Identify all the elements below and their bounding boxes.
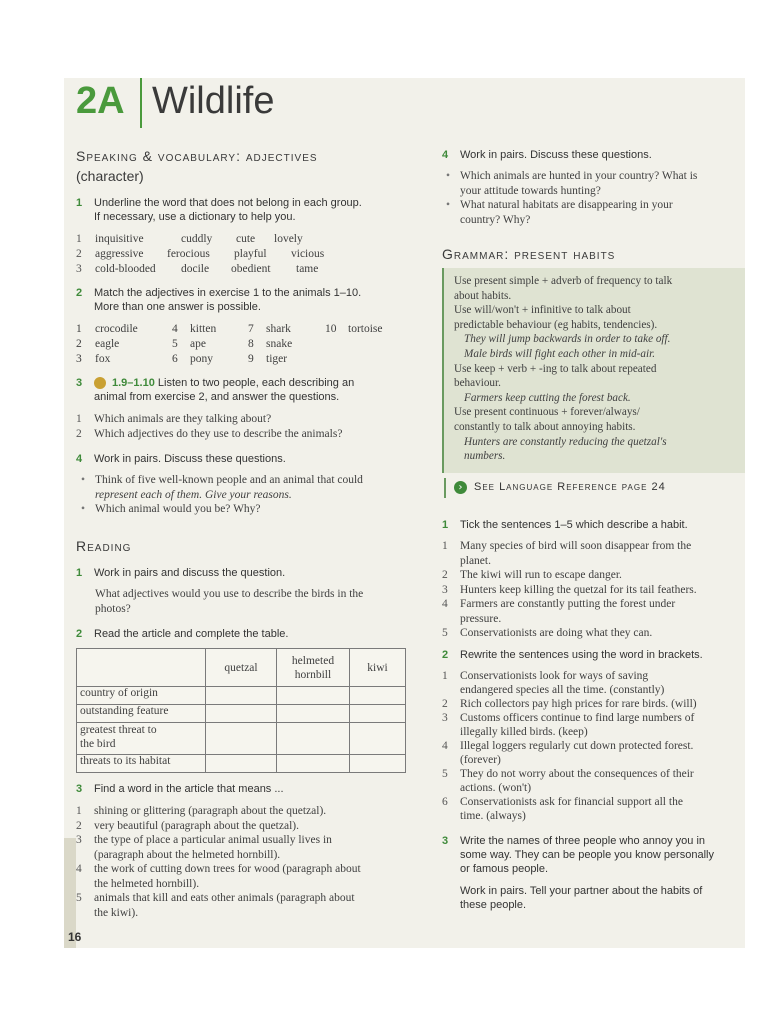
answer-cell[interactable] xyxy=(277,755,350,773)
word: lovely xyxy=(274,233,303,245)
reading-question xyxy=(95,587,363,616)
animal: fox xyxy=(95,353,111,365)
item-text: (paragraph about the helmeted hornbill). xyxy=(94,848,281,861)
item-number: 1 xyxy=(442,670,448,682)
list-item xyxy=(460,198,697,227)
unit-number: 2A xyxy=(76,80,125,122)
item-number: 4 xyxy=(442,598,448,610)
item-number: 6 xyxy=(442,796,448,808)
answer-cell[interactable] xyxy=(277,723,350,755)
list-item xyxy=(76,804,361,819)
rule-text: behaviour. xyxy=(454,377,501,390)
word: aggressive xyxy=(95,248,144,260)
instruction: Work in pairs and discuss the question. xyxy=(94,567,286,579)
table-header-row xyxy=(77,649,406,687)
grammar-ex3-pairwork xyxy=(460,884,702,912)
bullet-text: What natural habitats are disappearing in your xyxy=(460,199,673,211)
bullet-text: Think of five well-known people and an animal that could xyxy=(95,474,363,486)
speaking-ex3 xyxy=(76,376,355,403)
rule-text: about habits. xyxy=(454,289,512,302)
speaking-ex1 xyxy=(76,196,362,223)
exercise-number: 1 xyxy=(76,197,83,209)
speaking-heading-line1: Speaking & vocabulary: adjectives xyxy=(76,148,318,164)
word: vicious xyxy=(291,248,325,260)
item-number: 5 xyxy=(172,338,178,350)
table-row xyxy=(77,755,406,773)
row-label xyxy=(77,723,206,755)
grammar-ex2 xyxy=(442,648,703,662)
list-item xyxy=(460,169,697,198)
item-text: very beautiful (paragraph about the quetzal). xyxy=(94,819,299,832)
page-title: Wildlife xyxy=(152,80,275,122)
answer-cell[interactable] xyxy=(350,687,406,705)
item-number: 5 xyxy=(442,768,448,780)
item-number: 5 xyxy=(76,892,82,904)
item-text: time. (always) xyxy=(460,810,526,822)
rule-text: Use will/won't + infinitive to talk about xyxy=(454,304,631,317)
row-label: outstanding feature xyxy=(77,705,206,723)
ex1-word-groups xyxy=(76,232,416,277)
item-number: 7 xyxy=(248,323,254,335)
example-text: They will jump backwards in order to take off. xyxy=(464,333,671,346)
list-item xyxy=(442,539,697,568)
exercise-number: 4 xyxy=(76,453,83,465)
table-cell xyxy=(77,649,206,687)
item-number: 5 xyxy=(442,627,448,639)
list-item xyxy=(442,597,697,626)
animal: pony xyxy=(190,353,213,365)
grammar-rules xyxy=(454,274,672,464)
item-text: the work of cutting down trees for wood (paragraph about xyxy=(94,863,361,875)
table-row xyxy=(77,723,406,755)
item-number: 8 xyxy=(248,338,254,350)
ex3-items xyxy=(76,804,361,920)
item-text: pressure. xyxy=(460,612,502,625)
item-number: 2 xyxy=(76,338,82,350)
item-number: 2 xyxy=(76,248,82,260)
list-item xyxy=(76,247,416,262)
header-text: hornbill xyxy=(294,668,332,681)
item-number: 3 xyxy=(442,712,448,724)
list-item xyxy=(442,795,697,823)
list-item xyxy=(442,767,697,795)
exercise-number: 3 xyxy=(442,835,449,847)
exercise-number: 2 xyxy=(76,628,83,640)
ex4-bullets xyxy=(95,473,363,517)
instruction: If necessary, use a dictionary to help you. xyxy=(94,211,296,223)
animal: ape xyxy=(190,338,206,350)
item-number: 1 xyxy=(76,233,82,245)
item-number: 2 xyxy=(442,569,448,581)
list-item xyxy=(76,819,361,834)
animal: kitten xyxy=(190,323,217,335)
ex3-questions xyxy=(76,412,342,441)
bullet-text: country? Why? xyxy=(460,213,531,226)
animal: shark xyxy=(266,323,291,335)
instruction: some way. They can be people you know personally xyxy=(460,849,714,861)
question: What adjectives would you use to describe the birds in the xyxy=(95,588,364,600)
item-number: 1 xyxy=(442,540,448,552)
item-number: 3 xyxy=(76,834,82,846)
label-text: the bird xyxy=(80,738,116,750)
item-number: 9 xyxy=(248,353,254,365)
speaking-ex4 xyxy=(76,452,286,466)
item-number: 2 xyxy=(76,819,82,832)
instruction: Work in pairs. Discuss these questions. xyxy=(94,453,286,465)
example-text: Farmers keep cutting the forest back. xyxy=(464,391,631,404)
item-text: animals that kill and eats other animals (paragraph about xyxy=(94,892,355,904)
reading-heading: Reading xyxy=(76,538,132,554)
reading-ex1 xyxy=(76,566,286,580)
answer-cell[interactable] xyxy=(206,723,277,755)
item-number: 3 xyxy=(442,583,448,596)
list-item xyxy=(442,697,697,711)
animal: tortoise xyxy=(348,323,383,335)
answer-cell[interactable] xyxy=(350,723,406,755)
instruction: Find a word in the article that means ... xyxy=(94,783,284,795)
item-text: Customs officers continue to find large numbers of xyxy=(460,712,695,724)
bullet-text: Which animal would you be? Why? xyxy=(95,503,261,515)
instruction: these people. xyxy=(460,899,527,911)
list-item xyxy=(76,262,416,277)
item-number: 1 xyxy=(76,323,82,335)
list-item xyxy=(76,891,361,920)
header-text: helmeted xyxy=(291,654,335,667)
track-number: 1.9–1.10 xyxy=(112,377,155,389)
item-text: Conservationists ask for financial support all the xyxy=(460,796,683,808)
rule-text: Use present continuous + forever/always/ xyxy=(454,406,640,419)
item-number: 3 xyxy=(76,353,82,365)
item-text: Conservationists look for ways of saving xyxy=(460,670,649,682)
word: tame xyxy=(296,263,319,275)
reading-ex2 xyxy=(76,627,289,641)
rule-text: constantly to talk about annoying habits. xyxy=(454,420,636,433)
right-ex4-bullets xyxy=(460,169,697,227)
question: Which adjectives do they use to describe the animals? xyxy=(94,427,343,440)
question: photos? xyxy=(95,602,131,615)
title-divider xyxy=(140,78,142,128)
audio-cd-icon[interactable] xyxy=(94,377,106,389)
bullet-text: Which animals are hunted in your country? What is xyxy=(460,170,698,182)
instruction: animal from exercise 2, and answer the questions. xyxy=(94,391,340,403)
word: obedient xyxy=(231,263,271,275)
list-item xyxy=(442,626,697,641)
instruction: Read the article and complete the table. xyxy=(94,628,289,640)
question: Which animals are they talking about? xyxy=(94,413,272,425)
list-item xyxy=(76,232,416,247)
grammar-ex1 xyxy=(442,518,688,532)
item-text: Many species of bird will soon disappear from the xyxy=(460,540,692,552)
instruction: or famous people. xyxy=(460,863,549,875)
animal: eagle xyxy=(95,338,120,350)
instruction: Tick the sentences 1–5 which describe a habit. xyxy=(460,519,688,531)
list-item: 2 Which adjectives do they use to describe the animals? xyxy=(76,427,343,440)
word: cold-blooded xyxy=(95,263,156,275)
answer-cell[interactable] xyxy=(206,705,277,723)
bullet-text: represent each of them. Give your reasons. xyxy=(95,488,292,501)
item-text: the type of place a particular animal usually lives in xyxy=(94,834,332,846)
list-item: 1 Which animals are they talking about? xyxy=(76,413,272,425)
item-number: 4 xyxy=(442,740,448,752)
item-text: Conservationists are doing what they can. xyxy=(460,627,653,639)
item-number: 10 xyxy=(325,323,337,335)
answer-cell[interactable] xyxy=(350,705,406,723)
item-text: They do not worry about the consequences of their xyxy=(460,768,694,780)
instruction: Listen to two people, each describing an xyxy=(157,377,355,389)
birds-table xyxy=(76,648,406,773)
instruction: Write the names of three people who annoy you in xyxy=(460,835,706,847)
language-reference-link[interactable] xyxy=(444,478,745,498)
grammar-heading: Grammar: present habits xyxy=(442,246,616,262)
rule-text: predictable behaviour (eg habits, tendencies). xyxy=(454,318,658,331)
list-item xyxy=(442,669,697,697)
animal: snake xyxy=(266,338,293,350)
column-header: kiwi xyxy=(350,649,406,687)
answer-cell[interactable] xyxy=(350,755,406,773)
item-number: 4 xyxy=(172,323,178,335)
g1-items xyxy=(442,539,697,641)
rule-text: Use keep + verb + -ing to talk about repeated xyxy=(454,362,657,375)
answer-cell[interactable] xyxy=(206,755,277,773)
answer-cell[interactable] xyxy=(277,687,350,705)
row-label: country of origin xyxy=(77,687,206,705)
answer-cell[interactable] xyxy=(206,687,277,705)
list-item xyxy=(442,739,697,767)
speaking-ex2 xyxy=(76,286,362,313)
item-number: 1 xyxy=(76,805,82,817)
item-text: endangered species all the time. (constantly) xyxy=(460,684,665,696)
word: docile xyxy=(181,263,210,275)
instruction: More than one answer is possible. xyxy=(94,301,261,313)
column-header: quetzal xyxy=(206,649,277,687)
exercise-number: 1 xyxy=(442,519,449,531)
item-text: the helmeted hornbill). xyxy=(94,877,200,890)
item-text: illegally killed birds. (keep) xyxy=(460,726,588,738)
g2-items xyxy=(442,669,697,823)
column-header xyxy=(277,649,350,687)
instruction: Work in pairs. Tell your partner about the habits of xyxy=(460,885,703,897)
list-item xyxy=(95,502,363,517)
exercise-number: 3 xyxy=(76,783,83,795)
item-text: the kiwi). xyxy=(94,906,139,919)
item-text: shining or glittering (paragraph about the quetzal). xyxy=(94,805,327,817)
word: cute xyxy=(236,233,256,245)
grammar-ex3 xyxy=(442,834,714,875)
reading-ex3 xyxy=(76,782,284,796)
instruction: Work in pairs. Discuss these questions. xyxy=(460,149,652,161)
instruction: Match the adjectives in exercise 1 to the animals 1–10. xyxy=(94,287,362,299)
list-item xyxy=(442,711,697,739)
word: cuddly xyxy=(181,233,213,245)
exercise-number: 1 xyxy=(76,567,83,579)
example-text: numbers. xyxy=(464,450,506,463)
exercise-number: 2 xyxy=(442,649,449,661)
exercise-number: 4 xyxy=(442,149,449,161)
instruction: Underline the word that does not belong in each group. xyxy=(94,197,362,209)
item-text: Farmers are constantly putting the forest under xyxy=(460,598,676,610)
list-item xyxy=(442,583,697,598)
item-number: 4 xyxy=(76,863,82,875)
instruction: Rewrite the sentences using the word in brackets. xyxy=(460,649,703,661)
bullet-text: your attitude towards hunting? xyxy=(460,184,601,197)
right-ex4 xyxy=(442,148,652,162)
item-text: Illegal loggers regularly cut down protected forest. xyxy=(460,740,694,752)
see-reference-text: See Language Reference page 24 xyxy=(474,481,666,493)
list-item xyxy=(442,568,697,583)
item-text: planet. xyxy=(460,554,491,567)
speaking-heading-line2: (character) xyxy=(76,168,144,184)
animal-list xyxy=(76,322,416,368)
table-row xyxy=(77,687,406,705)
word: inquisitive xyxy=(95,233,144,245)
item-text: The kiwi will run to escape danger. xyxy=(460,569,622,581)
exercise-number: 3 xyxy=(76,377,83,389)
item-text: (forever) xyxy=(460,754,501,766)
exercise-number: 2 xyxy=(76,287,83,299)
animal: crocodile xyxy=(95,323,138,335)
list-item xyxy=(76,833,361,862)
word: playful xyxy=(234,248,267,260)
item-number: 6 xyxy=(172,353,178,365)
item-number: 2 xyxy=(442,698,448,710)
answer-cell[interactable] xyxy=(277,705,350,723)
page-number: 16 xyxy=(68,930,82,944)
label-text: greatest threat to xyxy=(80,724,157,736)
textbook-page xyxy=(64,78,745,948)
item-text: actions. (won't) xyxy=(460,782,532,794)
item-number: 3 xyxy=(76,263,82,275)
word: ferocious xyxy=(167,248,210,260)
list-item xyxy=(95,473,363,502)
arrow-right-icon: › xyxy=(454,481,467,494)
example-text: Male birds will fight each other in mid-air. xyxy=(464,347,656,360)
item-text: Rich collectors pay high prices for rare birds. (will) xyxy=(460,698,697,710)
row-label: threats to its habitat xyxy=(77,755,206,773)
item-text: Hunters keep killing the quetzal for its tail feathers. xyxy=(460,583,697,596)
list-item xyxy=(76,862,361,891)
grammar-box xyxy=(442,268,745,473)
table-row xyxy=(77,705,406,723)
rule-text: Use present simple + adverb of frequency to talk xyxy=(454,275,673,287)
animal: tiger xyxy=(266,353,288,365)
example-text: Hunters are constantly reducing the quetzal's xyxy=(464,435,667,448)
